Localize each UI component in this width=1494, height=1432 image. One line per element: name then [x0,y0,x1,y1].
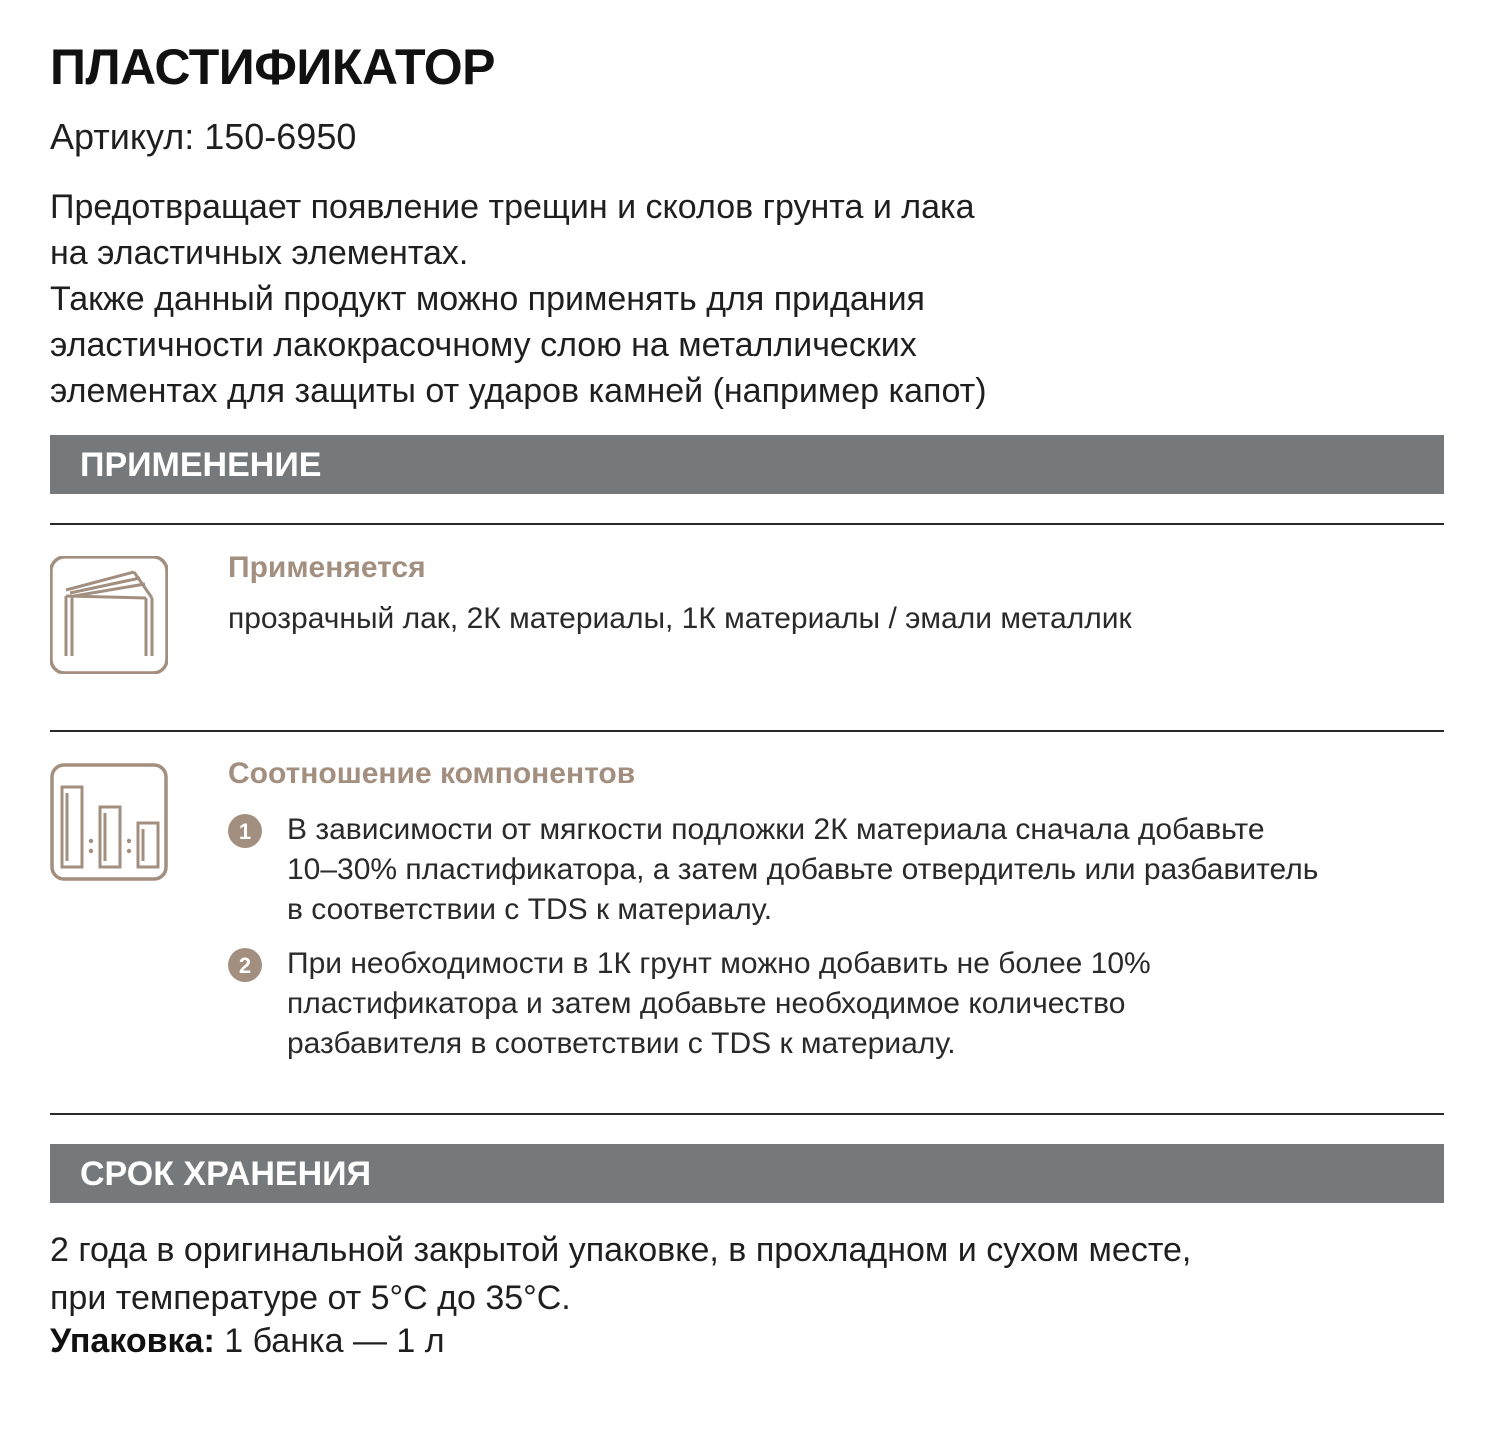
package-value: 1 банка — 1 л [224,1322,445,1360]
description-line: на эластичных элементах. [50,234,469,272]
storage-line: 2 года в оригинальной закрытой упаковке, в прохладном и сухом месте, [50,1231,1192,1269]
paint-layers-icon [50,556,168,674]
step-text [287,944,1151,1064]
step-line: В зависимости от мягкости подложки 2К материала сначала добавьте [287,813,1265,846]
step-line: 10–30% пластификатора, а затем добавьте отвердитель или разбавитель [287,853,1319,886]
ratio-title: Соотношение компонентов [228,757,636,790]
divider [50,730,1444,732]
divider [50,1113,1444,1115]
sku-row [50,116,356,158]
application-banner: ПРИМЕНЕНИЕ [50,435,1444,494]
sku-value: 150-6950 [204,116,357,157]
step-line: в соответствии с TDS к материалу. [287,893,773,926]
applies-title: Применяется [228,551,426,584]
storage-banner: СРОК ХРАНЕНИЯ [50,1144,1444,1203]
description-line: эластичности лакокрасочному слою на металлических [50,326,917,364]
product-title: ПЛАСТИФИКАТОР [50,39,496,95]
step-number-badge: 1 [228,814,262,848]
sku-label: Артикул: [50,116,195,157]
divider [50,523,1444,525]
package-info [50,1322,445,1361]
description-line: Предотвращает появление трещин и сколов грунта и лака [50,188,975,226]
product-description [50,184,1250,414]
step-line: пластификатора и затем добавьте необходимое количество [287,987,1126,1020]
step-line: При необходимости в 1К грунт можно добавить не более 10% [287,947,1151,980]
step-text [287,810,1318,930]
storage-text [50,1226,1191,1322]
applies-text: прозрачный лак, 2К материалы, 1К материалы / эмали металлик [228,602,1132,635]
description-line: элементах для защиты от ударов камней (например капот) [50,372,987,410]
step-number-badge: 2 [228,948,262,982]
package-label: Упаковка: [50,1322,215,1360]
description-line: Также данный продукт можно применять для придания [50,280,925,318]
mixing-ratio-icon [50,763,168,881]
step-line: разбавителя в соответствии с TDS к материалу. [287,1027,956,1060]
storage-line: при температуре от 5°С до 35°С. [50,1279,571,1317]
